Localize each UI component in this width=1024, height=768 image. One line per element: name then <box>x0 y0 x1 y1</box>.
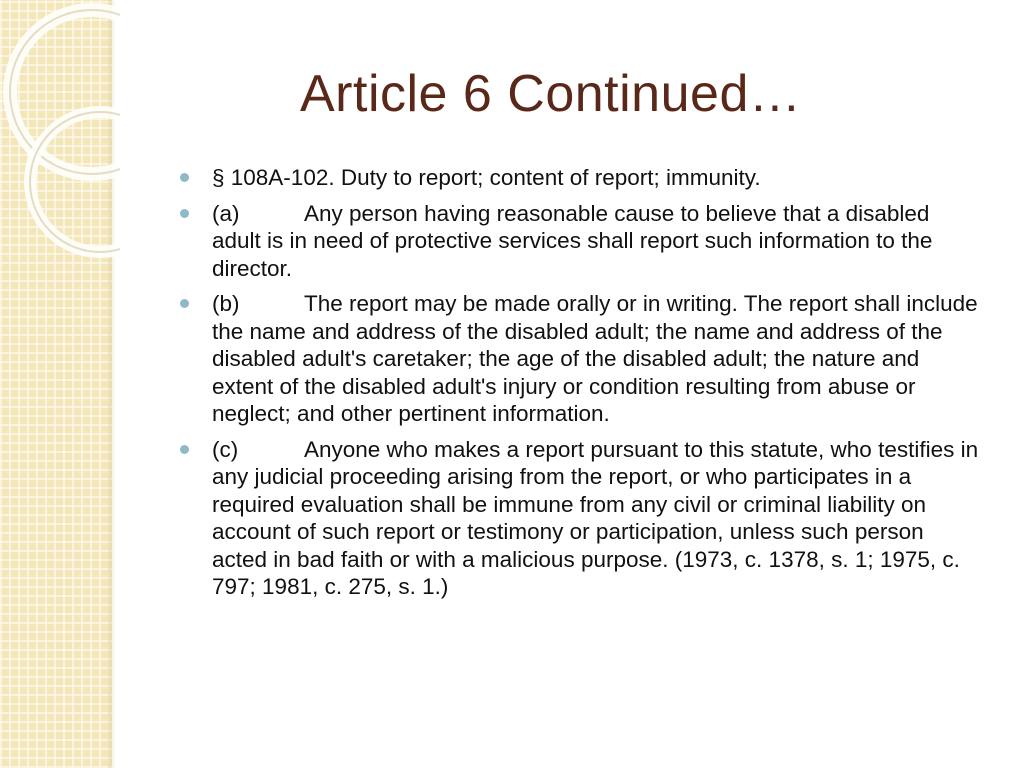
bullet-item-section-heading <box>176 164 984 192</box>
bullet-text: Any person having reasonable cause to believe that a disabled adult is in need of protective services shall report such information to the director. <box>212 200 933 281</box>
bullet-dot-icon <box>180 299 189 308</box>
bullet-dot-icon <box>180 209 189 218</box>
bullet-item-a <box>176 200 984 283</box>
clause-label: (a) <box>212 200 240 226</box>
bullet-text: Anyone who makes a report pursuant to this statute, who testifies in any judicial proceeding arising from the report, or who participates in a required evaluation shall be immune from any civil or criminal liability on account of such report or testimony or participation, unless such person acted in bad faith or with a malicious purpose. (1973, c. 1378, s. 1; 1975, c. 797; 1981, c. 275, s. 1.) <box>212 436 979 599</box>
decorative-rings <box>0 0 120 300</box>
clause-label: (c) <box>212 436 239 462</box>
bullet-dot-icon <box>180 173 189 182</box>
bullet-list <box>176 164 984 609</box>
clause-label: (b) <box>212 291 240 316</box>
bullet-dot-icon <box>180 445 189 454</box>
bullet-item-c <box>176 436 984 601</box>
bullet-text: The report may be made orally or in writing. The report shall include the name and address of the disabled adult; the name and address of the disabled adult's caretaker; the age of the disabled adult; the nature and extent of the disabled adult's injury or condition resulting from abuse or neglect; and other pertinent information. <box>212 291 978 426</box>
bullet-item-b <box>176 290 984 428</box>
bullet-text: § 108A-102. Duty to report; content of report; immunity. <box>212 165 761 190</box>
slide-title: Article 6 Continued… <box>300 65 802 123</box>
